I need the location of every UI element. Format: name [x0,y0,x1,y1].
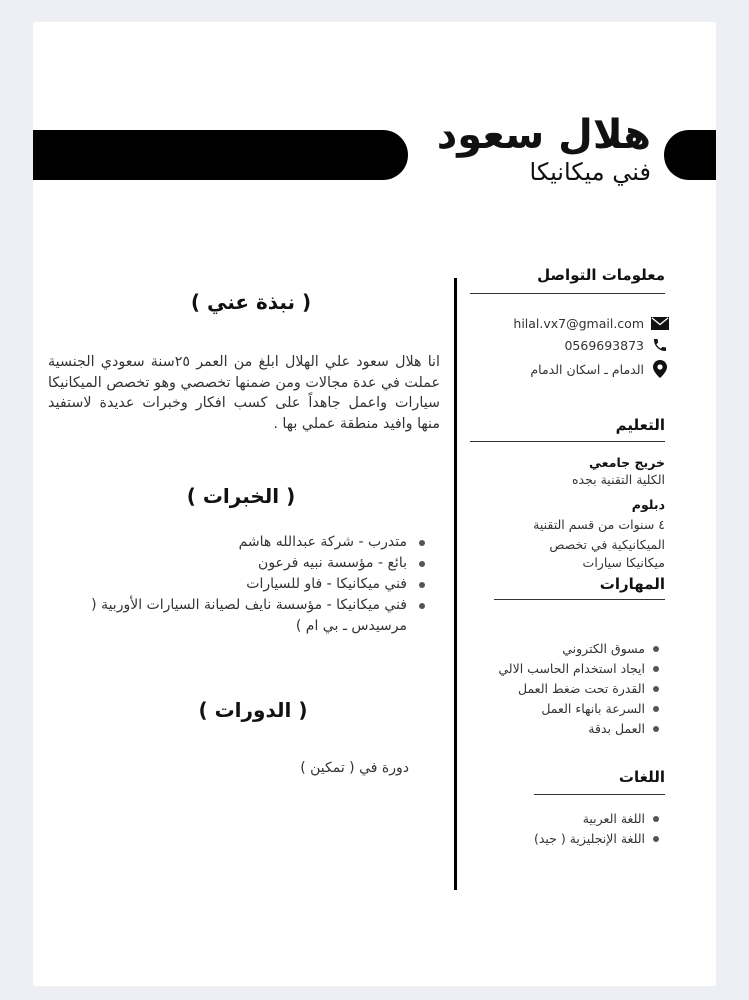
experience-item: فني ميكانيكا - مؤسسة نايف لصيانة السيارات الأوربية ( مرسيدس ـ بي ام ) [49,595,429,637]
skill-item: ايجاد استخدام الحاسب الالي [498,659,661,679]
skill-item: السرعة بانهاء العمل [498,699,661,719]
education-rule [470,441,665,442]
languages-list [534,809,661,849]
contact-phone[interactable]: 0569693873 [564,337,644,353]
education-degree-1: خريج جامعي [589,455,665,470]
job-title: فني ميكانيكا [529,158,651,186]
experience-list [49,532,429,637]
language-item: اللغة الإنجليزية ( جيد) [534,829,661,849]
experience-item: متدرب - شركة عبدالله هاشم [49,532,429,553]
skills-list [498,639,661,739]
skills-rule [494,599,665,600]
experience-item: بائع - مؤسسة نبيه فرعون [49,553,429,574]
education-details-line-3: ميكانيكا سيارات [582,555,665,570]
education-title: التعليم [615,416,665,434]
skill-item: مسوق الكتروني [498,639,661,659]
languages-title: اللغات [618,768,665,786]
experience-item: فني ميكانيكا - فاو للسيارات [49,574,429,595]
education-details-line-2: الميكانيكية في تخصص [549,537,665,552]
contact-email-row [513,314,669,332]
header-bar-left [33,130,408,180]
contact-email[interactable]: hilal.vx7@gmail.com [513,315,644,331]
experience-title: ( الخبرات ) [186,484,296,508]
column-divider [454,278,457,890]
contact-rule [470,293,665,294]
header-bar-right [664,130,716,180]
education-institution-1: الكلية التقنية بجده [571,472,665,487]
education-degree-2: دبلوم [631,497,665,512]
skill-item: القدرة تحت ضغط العمل [498,679,661,699]
about-title: ( نبذة عني ) [190,290,312,314]
course-item: دورة في ( تمكين ) [300,760,409,776]
courses-title: ( الدورات ) [198,698,308,722]
phone-icon [651,336,669,354]
contact-title: معلومات التواصل [537,266,665,284]
about-text: انا هلال سعود علي الهلال ابلغ من العمر ٢٥سنة سعودي الجنسية عملت في عدة مجالات ومن ضمنها تخصصي وهو تخصص الميكانيكا سيارات واعمل جاهداً على كسب افكار وخبرات عديدة لاستفيد منها وافيد منطقة عملي بها . [48,354,440,432]
skill-item: العمل بدقة [498,719,661,739]
languages-rule [534,794,665,795]
education-details-line-1: ٤ سنوات من قسم التقنية [533,517,665,532]
envelope-icon [651,314,669,332]
candidate-name: هلال سعود [436,112,651,158]
contact-address-row [530,360,669,378]
language-item: اللغة العربية [534,809,661,829]
contact-address: الدمام ـ اسكان الدمام [530,361,644,377]
skills-title: المهارات [599,575,665,593]
location-pin-icon [651,360,669,378]
contact-phone-row [564,336,669,354]
